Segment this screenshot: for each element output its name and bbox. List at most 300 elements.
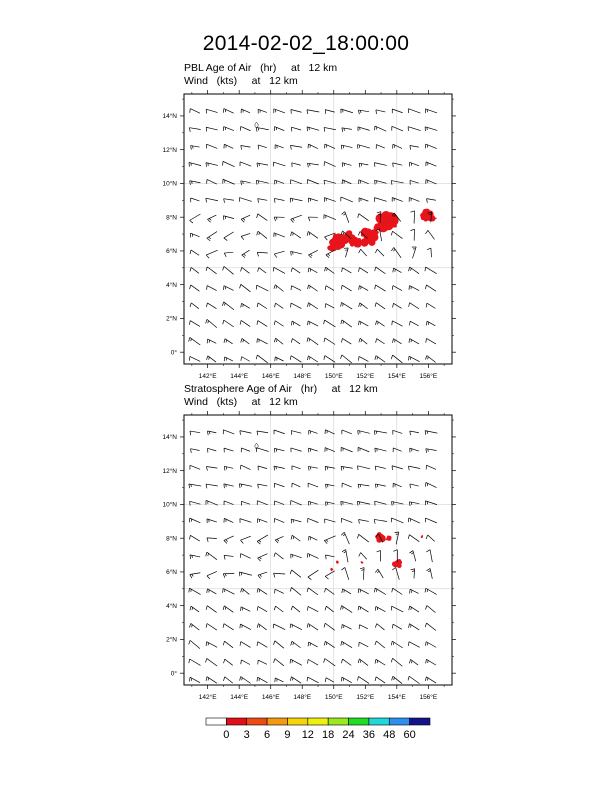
barb-staff [374, 198, 386, 202]
barb-feather [426, 568, 430, 570]
barb-staff [376, 285, 386, 291]
barb-feather [428, 570, 430, 572]
colorbar-label: 6 [264, 729, 271, 741]
lon-tick-label: 148°E [293, 373, 312, 380]
barb-staff [292, 339, 300, 344]
wind-barb [425, 518, 437, 523]
wind-barb [274, 303, 283, 308]
wind-barb [190, 214, 201, 223]
barb-feather [223, 320, 224, 324]
wind-barb [376, 321, 385, 327]
barb-feather [410, 484, 411, 488]
wind-barb [392, 126, 403, 131]
barb-staff [308, 570, 318, 577]
wind-barb [410, 229, 414, 240]
barb-staff [191, 303, 199, 309]
wind-barb [207, 571, 217, 579]
barb-feather [376, 339, 377, 343]
wind-barb [308, 321, 319, 326]
wind-barb [290, 659, 302, 665]
barb-feather [189, 337, 190, 341]
barb-feather [325, 286, 326, 290]
wind-barb [408, 518, 419, 523]
barb-feather [308, 466, 309, 470]
wind-barb [240, 676, 251, 683]
barb-staff [410, 145, 419, 147]
barb-feather [291, 606, 292, 610]
barb-staff [242, 357, 250, 362]
wind-barb [291, 641, 301, 647]
barb-staff [391, 518, 403, 523]
barb-feather [206, 267, 207, 271]
wind-barb [358, 321, 368, 326]
barb-feather [290, 198, 291, 202]
barb-staff [393, 430, 402, 433]
barb-feather [240, 320, 241, 324]
wind-barb [426, 303, 435, 308]
wind-barb [342, 338, 352, 344]
barb-staff [308, 338, 318, 345]
wind-barb [426, 465, 436, 469]
barb-staff [410, 448, 419, 451]
wind-barb [274, 483, 284, 487]
wind-barb [223, 641, 233, 648]
barb-feather [259, 625, 260, 628]
barb-feather [358, 606, 359, 610]
barb-feather [259, 540, 261, 542]
barb-feather [190, 431, 191, 435]
barb-feather [393, 642, 394, 645]
barb-staff [258, 606, 267, 611]
wind-barb [258, 268, 267, 274]
barb-staff [241, 660, 250, 665]
wind-barb [240, 554, 250, 559]
wind-barb [291, 554, 302, 558]
barb-feather [307, 606, 308, 610]
barb-staff [224, 518, 233, 522]
wind-barb [375, 249, 384, 256]
barb-staff [190, 659, 201, 665]
wind-barb [258, 466, 267, 470]
wind-barb [224, 252, 233, 257]
wind-barb [376, 145, 385, 149]
lon-tick-label: 156°E [419, 373, 438, 380]
wind-barb [393, 163, 403, 167]
wind-barb [410, 162, 419, 166]
wind-barb [206, 109, 217, 113]
barb-staff [361, 553, 367, 560]
wind-barb [190, 109, 200, 114]
wind-barb [408, 535, 419, 542]
barb-staff [257, 252, 267, 253]
barb-staff [290, 145, 302, 147]
barb-feather [274, 321, 275, 325]
wind-barb [425, 109, 437, 113]
wind-barb [391, 518, 403, 523]
wind-barb [207, 286, 217, 291]
barb-feather [358, 321, 359, 325]
wind-barb [360, 568, 364, 580]
wind-barb [341, 532, 349, 544]
wind-barbs [189, 109, 438, 363]
wind-barb [241, 215, 250, 222]
wind-barb [290, 145, 302, 149]
barb-staff [275, 553, 283, 559]
wind-barb [410, 145, 419, 149]
barb-feather [409, 606, 410, 610]
barb-feather [224, 238, 227, 241]
barb-feather [207, 538, 208, 542]
wind-barb [307, 356, 317, 362]
barb-staff [258, 321, 267, 327]
barb-staff [341, 145, 352, 148]
lat-tick-label: 4°N [166, 281, 177, 289]
barb-staff [427, 303, 436, 308]
barb-staff [308, 483, 318, 487]
wind-barb [223, 320, 234, 327]
wind-barb [274, 518, 284, 522]
wind-barb [224, 339, 233, 344]
barb-feather [307, 356, 308, 360]
wind-barb [308, 570, 318, 579]
wind-barb [207, 538, 217, 542]
barb-feather [408, 676, 409, 680]
barb-feather [309, 233, 310, 236]
colorbar-segment [410, 718, 430, 725]
barb-feather [426, 535, 428, 539]
barb-feather [342, 128, 343, 132]
wind-barb [207, 232, 217, 241]
barb-feather [206, 658, 207, 662]
barb-feather [209, 357, 210, 360]
wind-barb [206, 250, 217, 258]
wind-barb [375, 624, 384, 630]
barb-staff [257, 355, 267, 363]
barb-staff [223, 430, 234, 434]
wind-barb [408, 676, 419, 683]
barb-feather [257, 642, 258, 646]
barb-staff [224, 624, 234, 630]
map-frame [184, 415, 452, 685]
barb-feather [375, 267, 376, 271]
lat-tick-label: 14°N [162, 434, 177, 442]
wind-barb [342, 128, 352, 132]
wind-barb [425, 355, 435, 362]
wind-barb [273, 267, 285, 273]
wind-barb [374, 431, 387, 435]
barb-staff [392, 126, 403, 131]
wind-barb [426, 568, 432, 578]
wind-barb [256, 448, 268, 452]
wind-barb [207, 431, 216, 435]
barb-staff [325, 571, 334, 577]
barb-feather [224, 484, 225, 488]
barb-staff [291, 356, 301, 363]
barb-feather [309, 339, 310, 342]
barb-feather [225, 607, 226, 610]
wind-barb [359, 198, 368, 202]
barb-staff [377, 249, 384, 256]
wind-barb [256, 127, 268, 131]
barb-staff [345, 212, 349, 223]
wind-barb [425, 677, 436, 683]
barb-staff [376, 677, 385, 683]
barb-feather [224, 466, 225, 470]
wind-barb [309, 501, 318, 505]
barb-staff [393, 588, 403, 594]
wind-barb [425, 642, 436, 648]
barb-feather [409, 659, 410, 663]
barb-feather [206, 466, 207, 470]
wind-barb [324, 127, 336, 131]
barb-feather [207, 356, 208, 360]
wind-barb [325, 502, 334, 506]
lon-tick-label: 154°E [387, 694, 406, 701]
barb-staff [258, 466, 267, 469]
barb-staff [413, 551, 416, 562]
wind-barb [239, 198, 251, 202]
wind-barb [308, 250, 317, 257]
barb-staff [242, 250, 250, 255]
barb-staff [258, 484, 268, 486]
barb-feather [206, 624, 207, 628]
barb-staff [376, 303, 385, 309]
barb-staff [258, 303, 267, 309]
wind-barb [391, 181, 403, 185]
barb-staff [428, 230, 435, 239]
barb-feather [376, 110, 377, 114]
wind-barb [308, 268, 317, 273]
wind-barb [325, 555, 334, 559]
wind-barb [291, 251, 302, 255]
lat-tick-label: 0° [170, 349, 177, 357]
barb-feather [325, 304, 326, 308]
barb-staff [410, 303, 419, 309]
barb-feather [256, 127, 257, 131]
wind-barb [292, 163, 301, 167]
wind-barb [224, 232, 234, 241]
wind-barb [224, 659, 233, 665]
barb-feather [257, 231, 258, 235]
field-cell [433, 217, 435, 219]
barb-feather [241, 338, 242, 342]
wind-barb [411, 211, 415, 224]
wind-barb [258, 145, 267, 149]
barb-staff [393, 144, 402, 148]
barb-staff [224, 144, 233, 148]
barb-feather [241, 145, 242, 149]
barb-staff [359, 268, 368, 274]
wind-barb [206, 677, 217, 684]
barb-staff [241, 676, 251, 683]
barb-staff [191, 233, 200, 236]
wind-barb [239, 484, 252, 488]
barb-feather [224, 303, 225, 306]
barb-feather [360, 568, 364, 569]
barb-feather [189, 659, 190, 663]
barb-feather [426, 321, 427, 325]
barb-staff [359, 519, 369, 521]
lon-tick-label: 144°E [230, 373, 249, 380]
lon-tick-label: 150°E [324, 373, 343, 380]
barb-staff [393, 483, 401, 487]
barb-feather [206, 677, 207, 681]
wind-barb [342, 163, 351, 167]
wind-barb [223, 588, 235, 594]
barb-staff [291, 215, 302, 219]
barb-feather [341, 677, 342, 681]
barb-feather [240, 642, 241, 646]
wind-barb [224, 144, 233, 148]
wind-barb [307, 659, 318, 665]
barb-feather [325, 502, 326, 506]
barb-feather [358, 589, 359, 593]
barb-staff [291, 431, 301, 434]
wind-barb [392, 466, 403, 470]
barb-staff [427, 199, 436, 201]
barb-staff [207, 232, 217, 239]
barb-feather [274, 254, 277, 257]
wind-barb [257, 535, 268, 544]
wind-barb [309, 430, 318, 434]
wind-barb [340, 355, 351, 363]
barb-staff [360, 625, 368, 629]
barb-feather [223, 266, 224, 270]
wind-barb [341, 302, 353, 309]
barb-feather [409, 624, 410, 628]
wind-barb [190, 303, 199, 309]
barb-staff [224, 536, 234, 540]
barb-feather [409, 356, 410, 360]
barb-staff [292, 483, 300, 487]
barb-staff [325, 502, 334, 504]
wind-barb [206, 624, 217, 631]
wind-barb [241, 588, 250, 594]
wind-barb [359, 249, 367, 256]
barb-feather [426, 550, 430, 552]
barb-staff [224, 199, 234, 201]
barb-feather [223, 677, 224, 681]
barb-feather [291, 321, 292, 325]
barb-feather [395, 532, 399, 533]
barb-staff [274, 518, 284, 522]
barb-feather [206, 303, 207, 307]
barb-feather [258, 558, 261, 561]
barb-feather [324, 127, 325, 131]
barb-staff [258, 519, 268, 523]
barb-staff [325, 623, 335, 630]
barb-staff [393, 163, 403, 165]
barb-staff [378, 569, 383, 578]
barb-feather [325, 237, 328, 240]
barb-feather [308, 285, 309, 289]
field-blob [330, 568, 333, 571]
barb-staff [430, 568, 432, 578]
barb-feather [191, 449, 192, 453]
barb-feather [324, 338, 325, 342]
barb-staff [223, 161, 235, 166]
wind-barb [275, 357, 284, 361]
wind-barb [325, 304, 334, 308]
wind-barb [274, 466, 285, 470]
wind-barb [426, 550, 432, 562]
barb-feather [427, 248, 431, 250]
barb-feather [224, 659, 225, 663]
barb-feather [273, 641, 274, 645]
barb-staff [242, 267, 250, 273]
wind-barbs [189, 430, 438, 684]
colorbar-label: 9 [284, 729, 291, 741]
barb-feather [410, 431, 411, 435]
barb-staff [225, 659, 233, 665]
barb-staff [274, 251, 284, 254]
barb-staff [275, 641, 284, 648]
barb-staff [190, 640, 200, 648]
wind-barb [223, 677, 232, 683]
wind-barb [223, 161, 235, 166]
wind-barb [223, 606, 233, 612]
barb-feather [307, 338, 308, 342]
barb-feather [191, 339, 192, 342]
wind-barb [190, 285, 200, 291]
wind-barb [357, 501, 370, 505]
wind-barb [392, 321, 403, 326]
barb-feather [241, 303, 242, 307]
barb-staff [307, 110, 319, 112]
barb-staff [428, 535, 435, 541]
barb-staff [391, 181, 403, 183]
barb-staff [358, 466, 370, 469]
barb-staff [375, 501, 387, 504]
barb-feather [291, 219, 294, 222]
wind-barb [409, 197, 419, 201]
wind-barb [240, 126, 250, 130]
wind-barb [190, 606, 199, 612]
barb-staff [291, 127, 301, 130]
barb-staff [224, 501, 233, 505]
wind-barb [190, 267, 199, 273]
barb-feather [325, 678, 326, 682]
barb-staff [274, 624, 285, 630]
wind-barb [308, 163, 319, 167]
barb-staff [258, 145, 267, 148]
wind-barb [426, 535, 435, 541]
wind-barb [240, 536, 250, 543]
barb-feather [410, 321, 411, 325]
barb-feather [189, 623, 190, 627]
lon-tick-label: 142°E [198, 373, 217, 380]
wind-barb [291, 268, 300, 273]
barb-staff [224, 320, 234, 327]
wind-barb [308, 518, 319, 522]
barb-feather [391, 355, 392, 359]
wind-barb [275, 145, 284, 149]
wind-barb [206, 606, 217, 613]
barb-staff [275, 606, 283, 612]
colorbar-label: 0 [223, 729, 230, 741]
wind-barb [393, 430, 402, 434]
barb-staff [276, 303, 284, 308]
wind-barb [224, 286, 234, 291]
barb-staff [225, 677, 233, 683]
barb-feather [191, 146, 192, 150]
lat-tick-label: 8°N [166, 214, 177, 222]
lat-tick-label: 6°N [166, 569, 177, 577]
barb-staff [326, 678, 334, 682]
wind-barb [189, 659, 201, 665]
wind-barb [274, 217, 284, 221]
barb-staff [341, 197, 353, 202]
